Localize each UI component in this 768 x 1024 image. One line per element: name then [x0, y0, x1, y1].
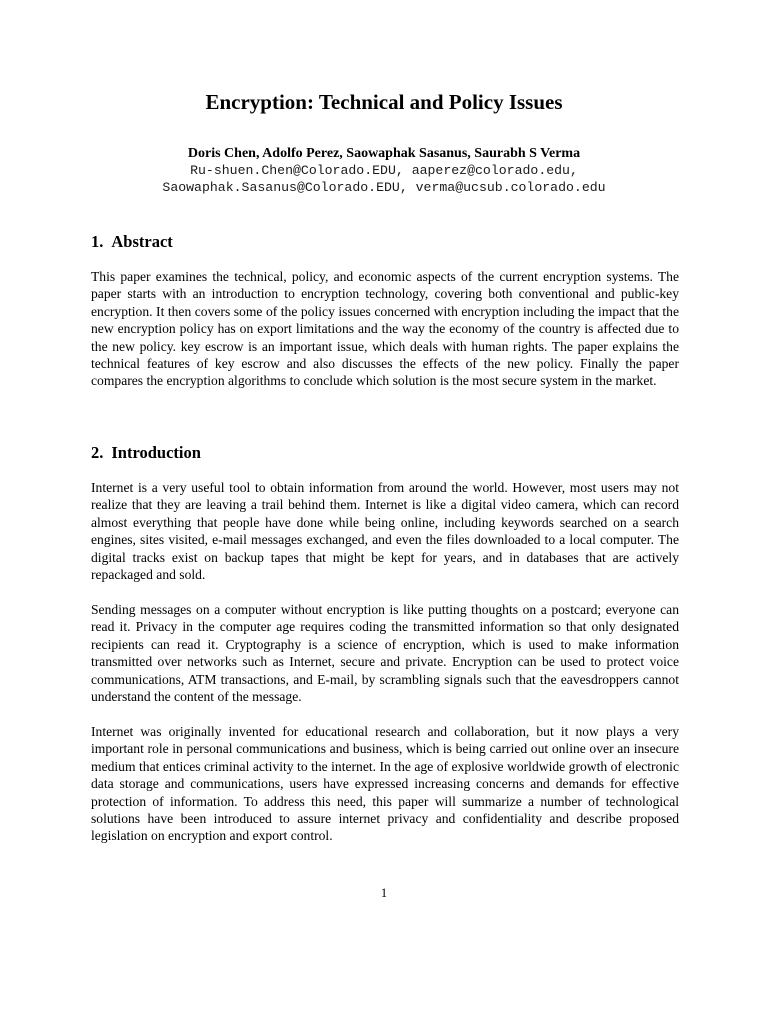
section-heading-introduction	[91, 443, 201, 463]
author-list: Doris Chen, Adolfo Perez, Saowaphak Sasanus, Saurabh S Verma	[187, 146, 581, 161]
abstract-paragraph: This paper examines the technical, policy, and economic aspects of the current encryption systems. The paper starts with an introduction to encryption technology, covering both conventional and public-key encryption. It then covers some of the policy issues concerned with encryption including the impact that the new encryption policy has on export limitations and the way the economy of the country is affected due to the new policy. key escrow is an important issue, which deals with human rights. The paper explains the technical features of key escrow and also discusses the effects of the new policy. Finally the paper compares the encryption algorithms to conclude which solution is the most secure system in the market.	[91, 269, 679, 389]
section-heading-abstract	[91, 232, 173, 252]
author-emails-line-2: Saowaphak.Sasanus@Colorado.EDU, verma@ucsub.colorado.edu	[162, 180, 606, 195]
section-title: Introduction	[111, 443, 201, 462]
section-title: Abstract	[111, 232, 173, 251]
section-number: 2.	[91, 443, 104, 462]
paper-title: Encryption: Technical and Policy Issues	[205, 90, 563, 114]
author-emails-line-1: Ru-shuen.Chen@Colorado.EDU, aaperez@colorado.edu,	[190, 163, 578, 178]
section-number: 1.	[91, 232, 104, 251]
introduction-paragraph-2: Sending messages on a computer without encryption is like putting thoughts on a postcard; everyone can read it. Privacy in the computer age requires coding the transmitted information so that only designated recipients can read it. Cryptography is a science of encryption, which is used to make information transmitted over networks such as Internet, secure and private. Encryption can be used to protect voice communications, ATM transactions, and E-mail, by scrambling signals such that the eavesdroppers cannot understand the content of the message.	[91, 602, 679, 705]
introduction-paragraph-3: Internet was originally invented for educational research and collaboration, but it now plays a very important role in personal communications and business, which is being carried out online over an insecure medium that entices criminal activity to the internet. In the age of explosive worldwide growth of electronic data storage and communications, users have expressed increasing concerns and demands for effective protection of information. To address this need, this paper will summarize a number of technological solutions have been introduced to assure internet privacy and confidentiality and describe proposed legislation on encryption and export control.	[91, 724, 679, 844]
introduction-paragraph-1: Internet is a very useful tool to obtain information from around the world. However, most users may not realize that they are leaving a trail behind them. Internet is like a digital video camera, which can record almost everything that people have done while being online, including keywords searched on a search engines, sites visited, e-mail messages exchanged, and even the files downloaded to a local computer. The digital tracks exist on backup tapes that might be kept for years, and in databases that are actively repackaged and sold.	[91, 480, 679, 583]
page-number: 1	[380, 886, 388, 900]
